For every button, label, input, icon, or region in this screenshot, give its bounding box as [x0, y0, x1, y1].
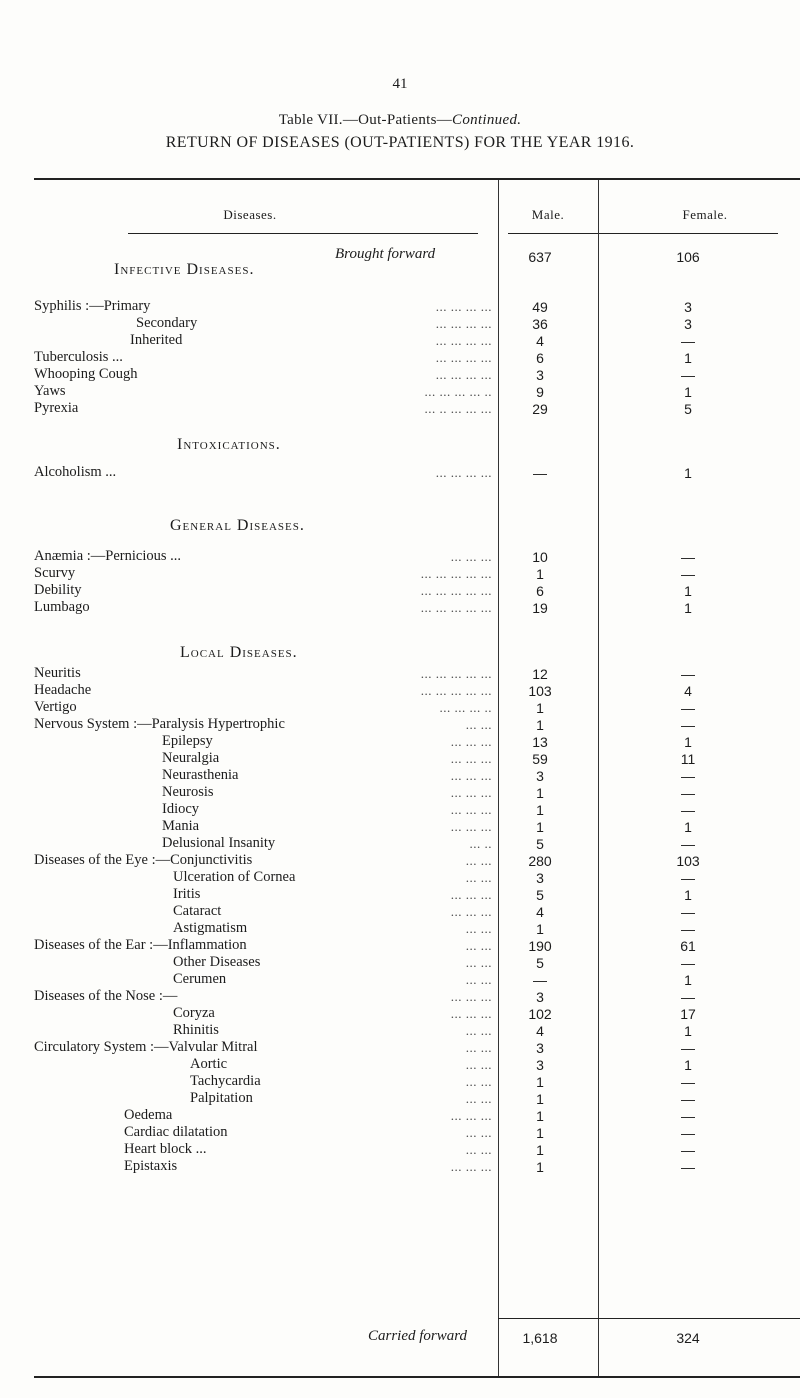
leader-dots: ... ... ... ...: [435, 367, 492, 382]
leader-dots: ... ...: [465, 717, 492, 732]
male-count: —: [533, 465, 547, 481]
female-count: 1: [684, 583, 692, 599]
female-count: —: [681, 768, 695, 784]
leader-dots: ... ... ...: [450, 819, 492, 834]
section-general: General Diseases.: [170, 517, 305, 534]
female-count: 1: [684, 600, 692, 616]
leader-dots: ... ...: [465, 1125, 492, 1140]
carried-forward-label: Carried forward: [368, 1328, 468, 1344]
row-label: Scurvy: [34, 565, 76, 581]
male-count: 1: [536, 785, 544, 801]
male-count: 3: [536, 1040, 544, 1056]
brought-forward-label: Brought forward: [335, 246, 436, 262]
female-count: —: [681, 1125, 695, 1141]
leader-dots: ... ... ... ...: [435, 465, 492, 480]
male-count: 4: [536, 333, 544, 349]
female-count: —: [681, 700, 695, 716]
male-count: 1: [536, 1108, 544, 1124]
row-prefix: Circulatory System :—: [34, 1039, 169, 1055]
leader-dots: ... ... ... ..: [439, 700, 492, 715]
header-rule-left: [128, 233, 478, 234]
carried-rule: [498, 1318, 598, 1319]
male-count: 6: [536, 350, 544, 366]
leader-dots: ... ... ... ...: [435, 333, 492, 348]
leader-dots: ... ... ... ...: [435, 350, 492, 365]
leader-dots: ... ...: [465, 1057, 492, 1072]
leader-dots: ... ...: [465, 853, 492, 868]
female-count: 5: [684, 401, 692, 417]
leader-dots: ... ... ... ... ...: [420, 583, 492, 598]
leader-dots: ... ... ... ... ...: [420, 683, 492, 698]
male-count: 1: [536, 717, 544, 733]
leader-dots: ... ... ... ... ...: [420, 600, 492, 615]
section-infective: Infective Diseases.: [114, 261, 255, 278]
leader-dots: ... .. ... ... ...: [424, 401, 492, 416]
brought-forward-female: 106: [676, 249, 700, 265]
row-label: Yaws: [34, 383, 66, 399]
leader-dots: ... ..: [469, 836, 492, 851]
row-label: Cerumen: [173, 971, 227, 987]
table-label-prefix: Table VII.—Out-Patients—: [278, 112, 453, 128]
male-count: 190: [528, 938, 552, 954]
row-label: Conjunctivitis: [170, 852, 253, 868]
female-count: 1: [684, 887, 692, 903]
row-label: Coryza: [173, 1005, 215, 1021]
header-diseases: Diseases.: [223, 207, 277, 222]
female-count: —: [681, 955, 695, 971]
leader-dots: ... ... ...: [450, 887, 492, 902]
male-count: 1: [536, 566, 544, 582]
row-label: Inherited: [130, 332, 183, 348]
male-count: 1: [536, 1142, 544, 1158]
row-label: Primary: [103, 298, 151, 314]
female-count: —: [681, 836, 695, 852]
female-count: 1: [684, 734, 692, 750]
female-count: 61: [680, 938, 696, 954]
row-label: Debility: [34, 582, 82, 598]
male-count: 5: [536, 887, 544, 903]
row-label: Iritis: [173, 886, 201, 902]
leader-dots: ... ...: [465, 972, 492, 987]
leader-dots: ... ... ...: [450, 549, 492, 564]
row-label: Oedema: [124, 1107, 173, 1123]
row-label: Secondary: [136, 315, 198, 331]
male-count: 3: [536, 768, 544, 784]
male-count: 1: [536, 1159, 544, 1175]
male-count: 1: [536, 802, 544, 818]
leader-dots: ... ...: [465, 870, 492, 885]
row-label: Neurosis: [162, 784, 214, 800]
leader-dots: ... ...: [465, 1142, 492, 1157]
row-label: Delusional Insanity: [162, 835, 276, 851]
male-count: 29: [532, 401, 548, 417]
leader-dots: ... ... ...: [450, 1006, 492, 1021]
brought-forward-male: 637: [528, 249, 552, 265]
leader-dots: ... ...: [465, 1091, 492, 1106]
leader-dots: ... ...: [465, 1074, 492, 1089]
row-label: Neuralgia: [162, 750, 220, 766]
row-label: Other Diseases: [173, 954, 261, 970]
carried-forward-male: 1,618: [522, 1330, 558, 1346]
row-label: Cardiac dilatation: [124, 1124, 228, 1140]
male-count: 1: [536, 921, 544, 937]
leader-dots: ... ...: [465, 921, 492, 936]
leader-dots: ... ... ... ... ...: [420, 566, 492, 581]
female-count: —: [681, 717, 695, 733]
female-count: —: [681, 1142, 695, 1158]
female-count: —: [681, 904, 695, 920]
leader-dots: ... ... ... ...: [435, 316, 492, 331]
leader-dots: ... ...: [465, 1040, 492, 1055]
female-count: 3: [684, 299, 692, 315]
row-label: Palpitation: [190, 1090, 253, 1106]
male-count: 1: [536, 819, 544, 835]
carried-rule-female: [598, 1318, 800, 1319]
male-count: —: [533, 972, 547, 988]
male-count: 9: [536, 384, 544, 400]
female-count: 11: [680, 751, 696, 767]
female-count: —: [681, 989, 695, 1005]
male-count: 3: [536, 870, 544, 886]
leader-dots: ... ... ...: [450, 989, 492, 1004]
male-count: 3: [536, 367, 544, 383]
row-prefix: Syphilis :—: [34, 298, 104, 314]
female-count: —: [681, 870, 695, 886]
header-rule-right: [508, 233, 778, 234]
row-prefix: Diseases of the Ear :: [34, 937, 154, 953]
male-count: 4: [536, 1023, 544, 1039]
male-count: 102: [528, 1006, 552, 1022]
leader-dots: ... ...: [465, 955, 492, 970]
column-divider-1: [498, 180, 499, 1376]
row-label: Paralysis Hypertrophic: [151, 716, 285, 732]
female-count: 1: [684, 1057, 692, 1073]
male-count: 3: [536, 989, 544, 1005]
row-label: Pyrexia: [34, 400, 79, 416]
male-count: 5: [536, 836, 544, 852]
row-label: Rhinitis: [173, 1022, 219, 1038]
female-count: 4: [684, 683, 692, 699]
row-label: Pernicious ...: [105, 548, 182, 564]
leader-dots: ... ... ...: [450, 734, 492, 749]
row-label: Vertigo: [34, 699, 77, 715]
female-count: —: [681, 1040, 695, 1056]
female-count: —: [681, 566, 695, 582]
female-count: 103: [676, 853, 700, 869]
male-count: 280: [528, 853, 552, 869]
male-count: 10: [532, 549, 548, 565]
female-count: 3: [684, 316, 692, 332]
row-prefix: Diseases of the Nose :—: [34, 988, 178, 1004]
female-count: —: [681, 666, 695, 682]
male-count: 4: [536, 904, 544, 920]
female-count: 1: [684, 350, 692, 366]
male-count: 1: [536, 1091, 544, 1107]
leader-dots: ... ... ...: [450, 1159, 492, 1174]
female-count: —: [681, 921, 695, 937]
section-intoxications: Intoxications.: [177, 436, 281, 453]
header-male: Male.: [531, 207, 565, 222]
row-label: Epistaxis: [124, 1158, 178, 1174]
table-label: [0, 112, 800, 129]
row-label: Headache: [34, 682, 92, 698]
female-count: —: [681, 1074, 695, 1090]
male-count: 6: [536, 583, 544, 599]
row-label: Whooping Cough: [34, 366, 138, 382]
male-count: 1: [536, 1074, 544, 1090]
row-label: Valvular Mitral: [168, 1039, 258, 1055]
leader-dots: ... ...: [465, 1023, 492, 1038]
row-label: Heart block ...: [124, 1141, 207, 1157]
female-count: 1: [684, 972, 692, 988]
male-count: 49: [532, 299, 548, 315]
section-local: Local Diseases.: [180, 644, 298, 661]
leader-dots: ... ... ... ... ..: [424, 384, 492, 399]
row-label: Alcoholism ...: [34, 464, 117, 480]
female-count: —: [681, 802, 695, 818]
female-count: 1: [684, 1023, 692, 1039]
leader-dots: ... ... ...: [450, 904, 492, 919]
row-prefix: Anæmia :—: [34, 548, 106, 564]
row-label: Aortic: [190, 1056, 228, 1072]
leader-dots: ... ... ...: [450, 768, 492, 783]
male-count: 5: [536, 955, 544, 971]
bottom-rule: [34, 1376, 800, 1378]
row-label: Neurasthenia: [162, 767, 239, 783]
male-count: 13: [532, 734, 548, 750]
page-number: 41: [392, 76, 408, 92]
leader-dots: ... ... ...: [450, 802, 492, 817]
female-count: —: [681, 1091, 695, 1107]
male-count: 19: [532, 600, 548, 616]
row-label: Mania: [162, 818, 200, 834]
male-count: 103: [528, 683, 552, 699]
male-count: 1: [536, 700, 544, 716]
male-count: 59: [532, 751, 548, 767]
header-female: Female.: [682, 207, 728, 222]
female-count: —: [681, 549, 695, 565]
leader-dots: ... ... ... ... ...: [420, 666, 492, 681]
leader-dots: ... ... ...: [450, 785, 492, 800]
row-label: Cataract: [173, 903, 222, 919]
female-count: 1: [684, 465, 692, 481]
row-label: Idiocy: [162, 801, 200, 817]
carried-forward-female: 324: [676, 1330, 700, 1346]
female-count: 1: [684, 819, 692, 835]
female-count: —: [681, 1108, 695, 1124]
leader-dots: ... ... ...: [450, 1108, 492, 1123]
female-count: —: [681, 1159, 695, 1175]
female-count: —: [681, 333, 695, 349]
row-prefix: Nervous System :—: [34, 716, 152, 732]
row-label: Lumbago: [34, 599, 90, 615]
row-label: Tuberculosis ...: [34, 349, 123, 365]
row-prefix: Diseases of the Eye :—: [34, 852, 171, 868]
leader-dots: ... ... ... ...: [435, 299, 492, 314]
row-label: —Inflammation: [153, 937, 247, 953]
row-label: Neuritis: [34, 665, 81, 681]
male-count: 12: [532, 666, 548, 682]
column-divider-2: [598, 180, 599, 1376]
female-count: —: [681, 367, 695, 383]
male-count: 36: [532, 316, 548, 332]
page-title: RETURN OF DISEASES (OUT-PATIENTS) FOR THE YEAR 1916.: [165, 134, 635, 151]
female-count: 1: [684, 384, 692, 400]
leader-dots: ... ...: [465, 938, 492, 953]
top-rule: [34, 178, 800, 180]
row-label: Astigmatism: [173, 920, 248, 936]
female-count: —: [681, 785, 695, 801]
row-label: Ulceration of Cornea: [173, 869, 296, 885]
row-label: Tachycardia: [190, 1073, 261, 1089]
female-count: 17: [680, 1006, 696, 1022]
row-label: Epilepsy: [162, 733, 213, 749]
male-count: 3: [536, 1057, 544, 1073]
male-count: 1: [536, 1125, 544, 1141]
table-label-suffix: Continued.: [452, 112, 522, 128]
leader-dots: ... ... ...: [450, 751, 492, 766]
